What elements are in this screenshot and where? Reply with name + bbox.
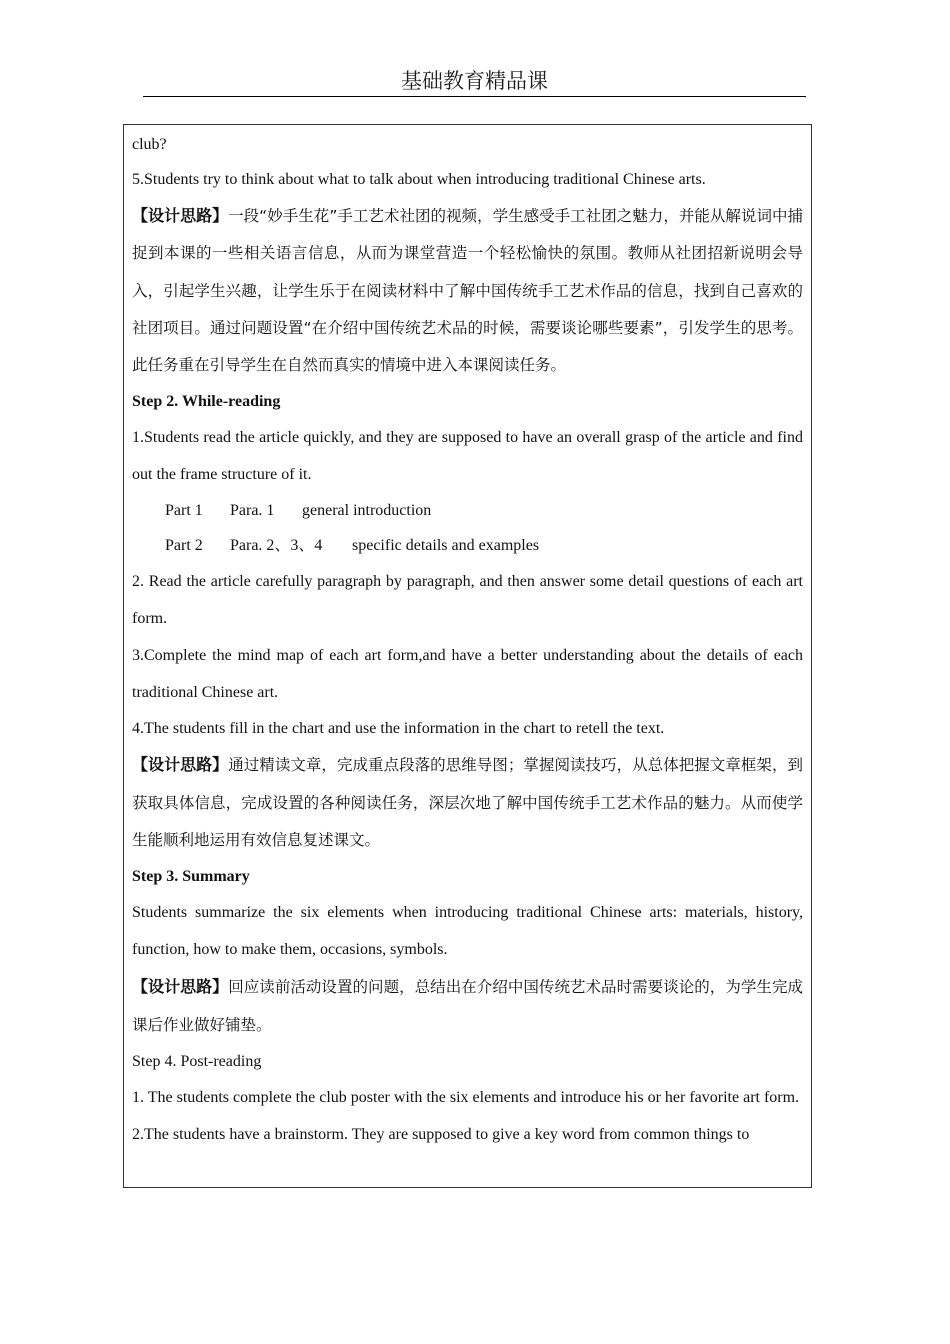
part-label: Part 2 [165,537,203,555]
design-text-2: 通过精读文章，完成重点段落的思维导图；掌握阅读技巧，从总体把握文章框架，到获取具体信息，完成设置的各种阅读任务，深层次地了解中国传统手工艺术作品的魅力。从而使学生能顺利地运用有效信息复述课文。 [132,756,803,850]
while-reading-item-4: 4.The students fill in the chart and use the information in the chart to retell the text. [132,720,665,738]
while-reading-item-3: 3.Complete the mind map of each art form,and have a better understanding about the details of each traditional Chinese art. [132,647,803,702]
while-reading-item-1: 1.Students read the article quickly, and they are supposed to have an overall grasp of the article and find out the frame structure of it. [132,429,803,484]
while-reading-item-2: 2. Read the article carefully paragraph by paragraph, and then answer some detail questions of each art form. [132,573,803,628]
part-desc: general introduction [302,502,432,520]
part-label: Part 1 [165,502,203,520]
design-label: 【设计思路】 [132,977,229,997]
part-row-2 [132,528,803,563]
step-2-heading: Step 2. While-reading [132,393,281,411]
summary-text: Students summarize the six elements when introducing traditional Chinese arts: materials, history, function, how to make them, occasions, symbols. [132,904,803,959]
text-line-club: club? [132,136,167,153]
design-note-3 [132,968,803,1044]
design-text-3: 回应读前活动设置的问题，总结出在介绍中国传统艺术品时需要谈论的，为学生完成课后作业做好铺垫。 [132,978,803,1034]
design-note-1 [132,197,803,384]
post-reading-item-2: 2.The students have a brainstorm. They are supposed to give a key word from common things to [132,1125,750,1143]
part-row-1 [132,493,803,528]
part-para: Para. 2、3、4 [230,537,323,555]
step-4-heading: Step 4. Post-reading [132,1052,262,1070]
design-note-2 [132,746,803,859]
lesson-content [124,125,811,1153]
design-label: 【设计思路】 [132,755,229,775]
lesson-content-box [123,124,812,1188]
pre-reading-item-5: 5.Students try to think about what to talk about when introducing traditional Chinese arts. [132,171,706,188]
page-header: 基础教育精品课 [143,66,806,97]
step-3-heading: Step 3. Summary [132,868,250,886]
post-reading-item-1: 1. The students complete the club poster with the six elements and introduce his or her favorite art form. [132,1088,800,1106]
design-label: 【设计思路】 [132,206,229,225]
part-para: Para. 1 [230,502,275,520]
design-text-1: 一段“妙手生花”手工艺术社团的视频，学生感受手工社团之魅力，并能从解说词中捕捉到本课的一些相关语言信息，从而为课堂营造一个轻松愉快的氛围。教师从社团招新说明会导入，引起学生兴趣，让学生乐于在阅读材料中了解中国传统手工艺术作品的信息，找到自己喜欢的社团项目。通过问题设置“在介绍中国传统艺术品的时候，需要谈论哪些要素”，引发学生的思考。此任务重在引导学生在自然而真实的情境中进入本课阅读任务。 [132,207,803,375]
part-desc: specific details and examples [352,537,540,555]
